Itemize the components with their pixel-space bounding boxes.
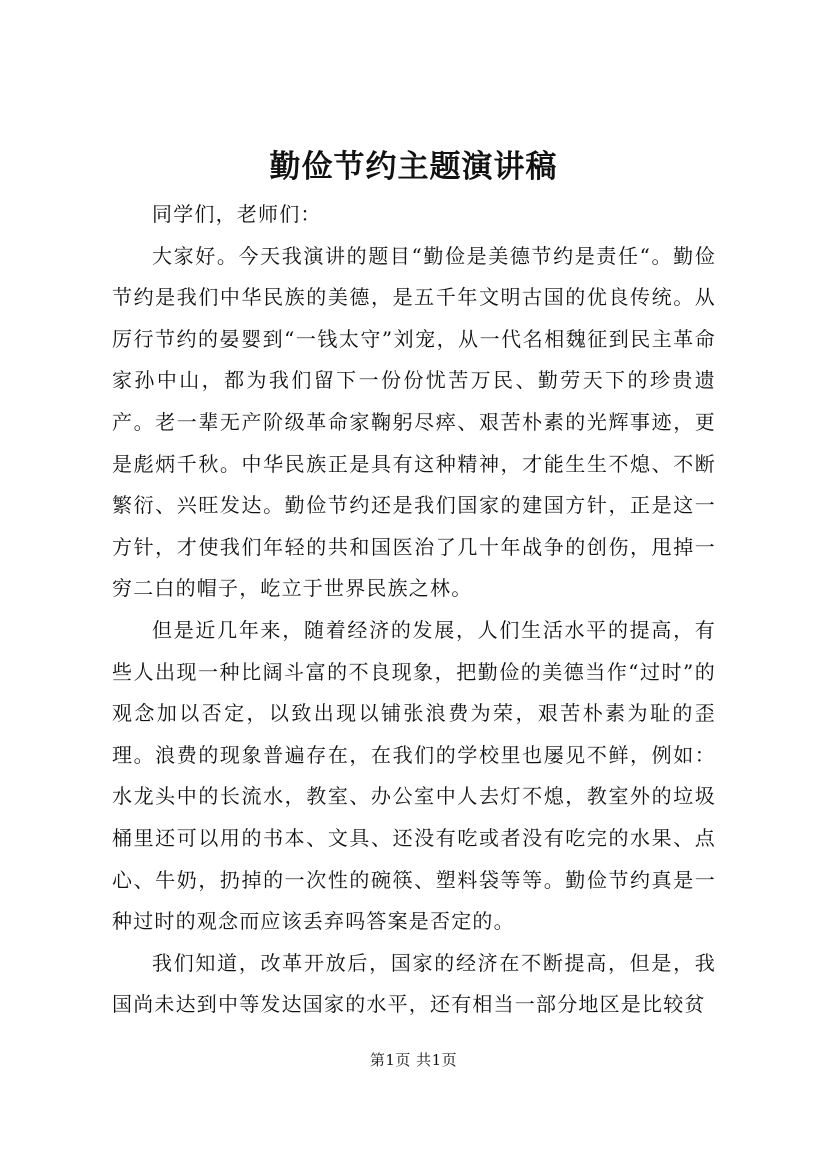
body-paragraph: 但是近几年来，随着经济的发展，人们生活水平的提高，有些人出现一种比阔斗富的不良现象，把勤俭的美德当作“过时”的观念加以否定，以致出现以铺张浪费为荣，艰苦朴素为耻的歪理。浪费的现象普遍存在，在我们的学校里也屡见不鲜，例如：水龙头中的长流水，教室、办公室中人去灯不熄，教室外的垃圾桶里还可以用的书本、文具、还没有吃或者没有吃完的水果、点心、牛奶，扔掉的一次性的碗筷、塑料袋等等。勤俭节约真是一种过时的观念而应该丢弃吗答案是否定的。 [112,617,716,934]
document-title: 勤俭节约主题演讲稿 [269,149,558,185]
body-paragraph: 我们知道，改革开放后，国家的经济在不断提高，但是，我国尚未达到中等发达国家的水平，还有相当一部分地区是比较贫 [112,950,716,1017]
document-body [112,194,716,1026]
body-paragraph: 大家好。今天我演讲的题目“勤俭是美德节约是责任“。勤俭节约是我们中华民族的美德，是五千年文明古国的优良传统。从厉行节约的晏婴到“一钱太守”刘宠，从一代名相魏征到民主革命家孙中山，都为我们留下一份份忧苦万民、勤劳天下的珍贵遗产。老一辈无产阶级革命家鞠躬尽瘁、艰苦朴素的光辉事迹，更是彪炳千秋。中华民族正是具有这种精神，才能生生不熄、不断繁衍、兴旺发达。勤俭节约还是我们国家的建国方针，正是这一方针，才使我们年轻的共和国医治了几十年战争的创伤，甩掉一穷二白的帽子，屹立于世界民族之林。 [112,243,716,601]
greeting-paragraph: 同学们，老师们： [152,202,322,226]
page-footer: 第1页 共1页 [369,1051,458,1069]
